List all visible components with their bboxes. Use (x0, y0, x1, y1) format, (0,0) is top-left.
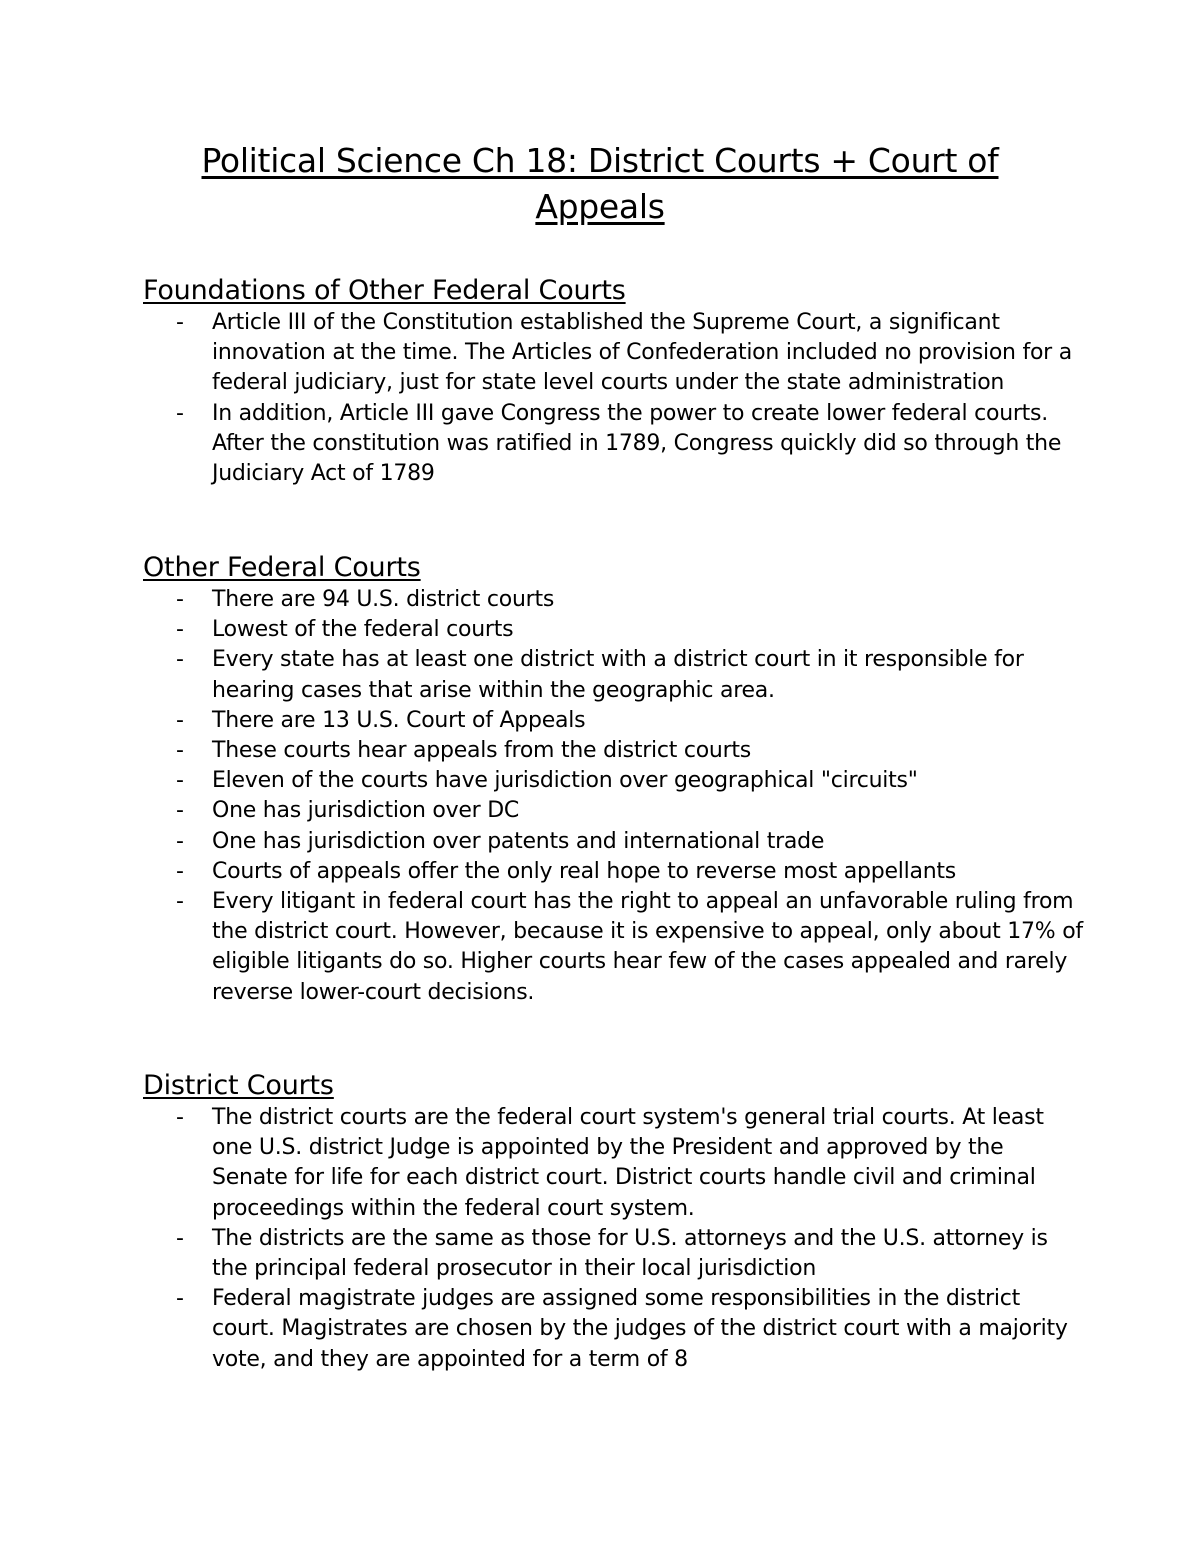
list-item (143, 887, 1083, 1008)
bullet-dash: - (176, 707, 184, 733)
list-item-text: Article III of the Constitution established the Supreme Court, a significant innovation at the time. The Articles of Confederation included no provision for a federal judiciary, just for state level courts under the state administration (212, 310, 1072, 396)
bullet-dash: - (176, 587, 184, 612)
bullet-dash: - (176, 858, 184, 884)
list-item-text: One has jurisdiction over patents and international trade (212, 828, 825, 854)
bullet-dash: - (176, 310, 184, 335)
section-district-courts (143, 1069, 1083, 1375)
section-heading: District Courts (143, 1070, 334, 1101)
list-item (143, 399, 1083, 490)
bullet-dash: - (176, 1286, 184, 1312)
list-item-text: These courts hear appeals from the district courts (212, 738, 751, 764)
list-item (143, 1284, 1083, 1375)
list-item-text: Courts of appeals offer the only real hope to reverse most appellants (212, 858, 956, 884)
list-item-text: Lowest of the federal courts (212, 617, 514, 643)
section-foundations (143, 274, 1083, 489)
list-item (143, 308, 1083, 399)
list-item-text: One has jurisdiction over DC (212, 798, 520, 824)
bullet-dash: - (176, 889, 184, 915)
list-item (143, 1103, 1083, 1224)
list-item (143, 736, 1083, 766)
list-item (143, 615, 1083, 645)
list-item (143, 796, 1083, 826)
bullet-dash: - (176, 1225, 184, 1251)
bullet-dash: - (176, 1105, 184, 1130)
bullet-dash: - (176, 798, 184, 824)
list-item (143, 827, 1083, 857)
list-item-text: There are 13 U.S. Court of Appeals (212, 707, 586, 733)
list-item (143, 645, 1083, 705)
bullet-dash: - (176, 768, 184, 794)
section-other-federal-courts (143, 551, 1083, 1008)
list-item-text: Eleven of the courts have jurisdiction over geographical "circuits" (212, 768, 918, 794)
list-item-text: Every state has at least one district with a district court in it responsible for hearing cases that arise within the geographic area. (212, 647, 1024, 703)
list-item (143, 857, 1083, 887)
list-item-text: In addition, Article III gave Congress the power to create lower federal courts. After the constitution was ratified in 1789, Congress quickly did so through the Judiciary Act of 1789 (212, 400, 1062, 487)
list-item-text: The districts are the same as those for U.S. attorneys and the U.S. attorney is the principal federal prosecutor in their local jurisdiction (212, 1225, 1048, 1282)
list-item-text: There are 94 U.S. district courts (212, 587, 555, 612)
list-item-text: The district courts are the federal court system's general trial courts. At least one U.S. district Judge is appointed by the President and approved by the Senate for life for each district court. District courts handle civil and criminal proceedings within the federal court system. (212, 1105, 1044, 1221)
list-item (143, 1224, 1083, 1284)
bullet-dash: - (176, 617, 184, 643)
bullet-dash: - (176, 738, 184, 764)
bullet-dash: - (176, 400, 184, 426)
list-item (143, 706, 1083, 736)
list-item-text: Federal magistrate judges are assigned some responsibilities in the district court. Magistrates are chosen by the judges of the district court with a majority vote, and they are appointed for a term of 8 (212, 1286, 1068, 1372)
section-heading: Foundations of Other Federal Courts (143, 275, 626, 306)
bullet-list (143, 585, 1083, 1008)
bullet-list (143, 308, 1083, 489)
bullet-list (143, 1103, 1083, 1375)
list-item (143, 766, 1083, 796)
section-heading: Other Federal Courts (143, 552, 421, 583)
page-title: Political Science Ch 18: District Courts + Court of Appeals (201, 141, 999, 226)
list-item-text: Every litigant in federal court has the right to appeal an unfavorable ruling from the district court. However, because it is expensive to appeal, only about 17% of eligible litigants do so. Higher courts hear few of the cases appealed and rarely reverse lower-court decisions. (212, 889, 1083, 1005)
list-item (143, 585, 1083, 615)
bullet-dash: - (176, 828, 184, 854)
bullet-dash: - (176, 647, 184, 673)
